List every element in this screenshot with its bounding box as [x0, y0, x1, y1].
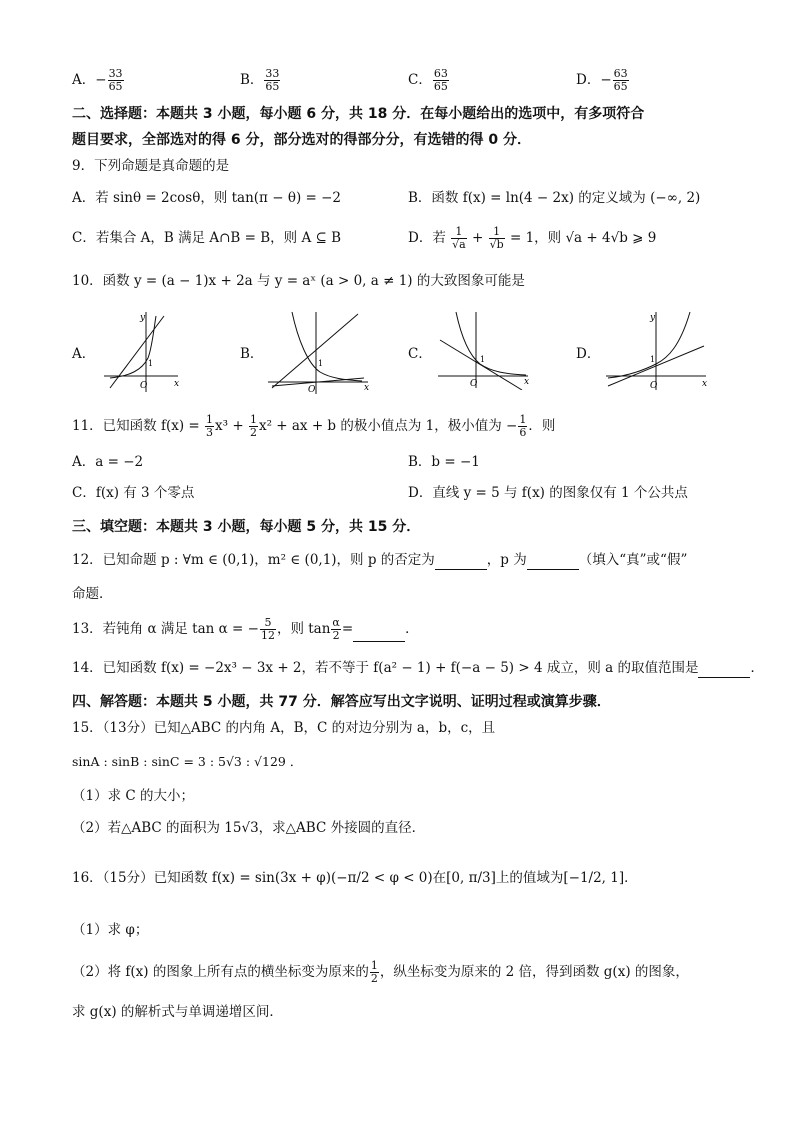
stem-text: ． [750, 660, 764, 676]
exp-curve [456, 312, 526, 375]
denominator: √b [489, 238, 504, 251]
answer-blank[interactable] [353, 627, 405, 642]
q15-part-1: （1）求 C 的大小； [72, 788, 195, 804]
denominator: 65 [108, 80, 123, 93]
q10-label-b: B． [240, 346, 264, 362]
linear-line [272, 314, 358, 388]
q10-label-c: C． [408, 346, 432, 362]
answer-blank[interactable] [527, 555, 579, 570]
stem-text: = [341, 621, 354, 637]
stem-text: ，则 tan [276, 621, 331, 637]
numerator: 1 [451, 226, 467, 239]
fraction [205, 414, 214, 439]
option-letter: C． [408, 72, 432, 88]
q8-option-a [72, 68, 125, 93]
fraction [451, 226, 467, 251]
option-text: = 1，则 √a + 4√b ⩾ 9 [509, 230, 657, 246]
fraction [370, 960, 379, 985]
denominator: 2 [370, 972, 378, 985]
numerator: 63 [433, 67, 448, 80]
q16-part-1: （1）求 φ； [72, 922, 149, 938]
section-3-heading: 三、填空题：本题共 3 小题，每小题 5 分，共 15 分． [72, 519, 421, 535]
denominator: 3 [206, 426, 214, 439]
option-letter: A． [72, 72, 96, 88]
denominator: 2 [332, 629, 340, 642]
numerator: 1 [206, 413, 214, 426]
stem-text: ，纵坐标变为原来的 2 倍，得到函数 g(x) 的图象， [379, 964, 689, 980]
q9-option-a: A．若 sinθ = 2cosθ，则 tan(π − θ) = −2 [72, 190, 342, 206]
q11-option-c: C．f(x) 有 3 个零点 [72, 485, 195, 501]
exp-curve [608, 312, 690, 378]
fraction [433, 68, 449, 93]
fraction [260, 617, 276, 642]
plus: + [472, 230, 484, 246]
q10-graph-d [604, 310, 710, 392]
fraction [489, 226, 505, 251]
denominator: √a [452, 238, 466, 251]
option-letter: D． [576, 72, 601, 88]
q16-stem [72, 868, 638, 888]
denominator: 65 [613, 80, 628, 93]
option-letter: B． [240, 72, 264, 88]
exp-curve [110, 316, 156, 378]
q16-part-2 [72, 960, 689, 985]
q15-part-2: （2）若△ABC 的面积为 15√3，求△ABC 外接圆的直径． [72, 820, 426, 836]
section-2-heading: 二、选择题：本题共 3 小题，每小题 6 分，共 18 分．在每小题给出的选项中，有多项符合 [72, 106, 645, 122]
q16-part-2-cont: 求 g(x) 的解析式与单调递增区间． [72, 1004, 283, 1020]
q10-label-d: D． [576, 346, 601, 362]
stem-text: 14．已知函数 f(x) = −2x³ − 3x + 2，若不等于 f(a² − 1) + f(−a − 5) > 4 成立，则 a 的取值范围是 [72, 660, 699, 676]
q11-stem [72, 414, 555, 439]
linear-line [440, 340, 522, 390]
fraction [249, 414, 258, 439]
stem-text: ．则 [528, 418, 556, 434]
stem-text: x³ + [215, 418, 244, 434]
sign: − [95, 72, 107, 88]
linear-line [110, 316, 164, 388]
stem-text: （2）将 f(x) 的图象上所有点的横坐标变为原来的 [72, 964, 369, 980]
fraction [518, 414, 527, 439]
q8-option-b [240, 68, 281, 93]
stem-text: x² + ax + b 的极小值点为 1，极小值为 − [258, 418, 518, 434]
stem-text: 11．已知函数 f(x) = [72, 418, 200, 434]
origin-label: O [650, 381, 658, 391]
denominator: 65 [265, 80, 280, 93]
q12-stem [72, 550, 687, 570]
stem-text: （填入“真”或“假” [578, 552, 688, 568]
stem-text: ，p 为 [486, 552, 527, 568]
q8-option-c [408, 68, 450, 93]
range: [−1/2, 1] [563, 870, 625, 886]
x-label: x [364, 383, 370, 393]
stem-text: 16．（15分）已知函数 f(x) = sin(3x + φ) [72, 870, 331, 886]
fraction [108, 68, 124, 93]
interval: [0, π/3] [446, 870, 496, 886]
q12-stem-cont: 命题． [72, 586, 113, 602]
denominator: 2 [249, 426, 257, 439]
stem-text: ． [624, 870, 638, 886]
q8-option-d [576, 68, 630, 93]
stem-text: 在 [432, 870, 447, 886]
numerator: 1 [249, 413, 257, 426]
option-text: D．若 [408, 230, 446, 246]
numerator: 5 [260, 617, 276, 630]
denominator: 6 [519, 426, 527, 439]
x-label: x [524, 377, 530, 387]
stem-text: 12．已知命题 p : ∀m ∈ (0,1)，m² ∈ (0,1)，则 p 的否定为 [72, 552, 435, 568]
intercept-label: 1 [480, 355, 486, 364]
stem-text: ． [405, 621, 419, 637]
q10-graph-c [436, 310, 532, 390]
x-label: x [174, 379, 180, 389]
q14-stem [72, 658, 764, 678]
q10-graph-b [264, 310, 372, 396]
fraction [613, 68, 629, 93]
q13-stem [72, 617, 419, 642]
intercept-label: 1 [650, 355, 656, 364]
numerator: 1 [370, 959, 378, 972]
intercept-label: 1 [318, 359, 324, 368]
answer-blank[interactable] [698, 663, 750, 678]
denominator: 12 [260, 629, 275, 642]
sign: − [600, 72, 612, 88]
answer-blank[interactable] [435, 555, 487, 570]
q15-stem: 15．（13分）已知△ABC 的内角 A，B，C 的对边分别为 a，b，c，且 [72, 720, 496, 736]
q10-graph-a [100, 308, 182, 394]
fraction [331, 617, 340, 642]
numerator: 1 [489, 226, 505, 239]
q9-option-d [408, 226, 656, 251]
y-label: y [140, 313, 146, 323]
intercept-label: 1 [148, 359, 154, 368]
origin-label: O [140, 381, 148, 391]
stem-text: 上的值域为 [495, 870, 564, 886]
q10-stem: 10．函数 y = (a − 1)x + 2a 与 y = aˣ (a > 0, a ≠ 1) 的大致图象可能是 [72, 273, 525, 289]
q9-option-b: B．函数 f(x) = ln(4 − 2x) 的定义域为 (−∞, 2) [408, 190, 701, 206]
numerator: 33 [265, 67, 280, 80]
numerator: 63 [613, 67, 628, 80]
denominator: 65 [433, 80, 448, 93]
q10-label-a: A． [72, 346, 96, 362]
origin-label: O [308, 385, 316, 395]
q9-option-c: C．若集合 A，B 满足 A∩B = B，则 A ⊆ B [72, 230, 342, 246]
q11-option-b: B．b = −1 [408, 454, 480, 470]
q9-stem: 9．下列命题是真命题的是 [72, 158, 230, 174]
condition: (−π/2 < φ < 0) [330, 870, 433, 886]
x-label: x [702, 379, 708, 389]
y-label: y [650, 313, 656, 323]
numerator: 1 [519, 413, 527, 426]
fraction [264, 68, 280, 93]
section-4-heading: 四、解答题：本题共 5 小题，共 77 分．解答应写出文字说明、证明过程或演算步骤． [72, 694, 611, 710]
numerator: α [332, 616, 340, 629]
exp-curve [292, 312, 362, 381]
q11-option-d: D．直线 y = 5 与 f(x) 的图象仅有 1 个公共点 [408, 485, 688, 501]
numerator: 33 [108, 67, 123, 80]
q15-ratio: sinA : sinB : sinC = 3 : 5√3 : √129 ． [72, 754, 303, 769]
section-2-heading-cont: 题目要求，全部选对的得 6 分，部分选对的得部分分，有选错的得 0 分． [72, 132, 531, 148]
origin-label: O [470, 379, 478, 389]
q11-option-a: A．a = −2 [72, 454, 144, 470]
stem-text: 13．若钝角 α 满足 tan α = − [72, 621, 259, 637]
